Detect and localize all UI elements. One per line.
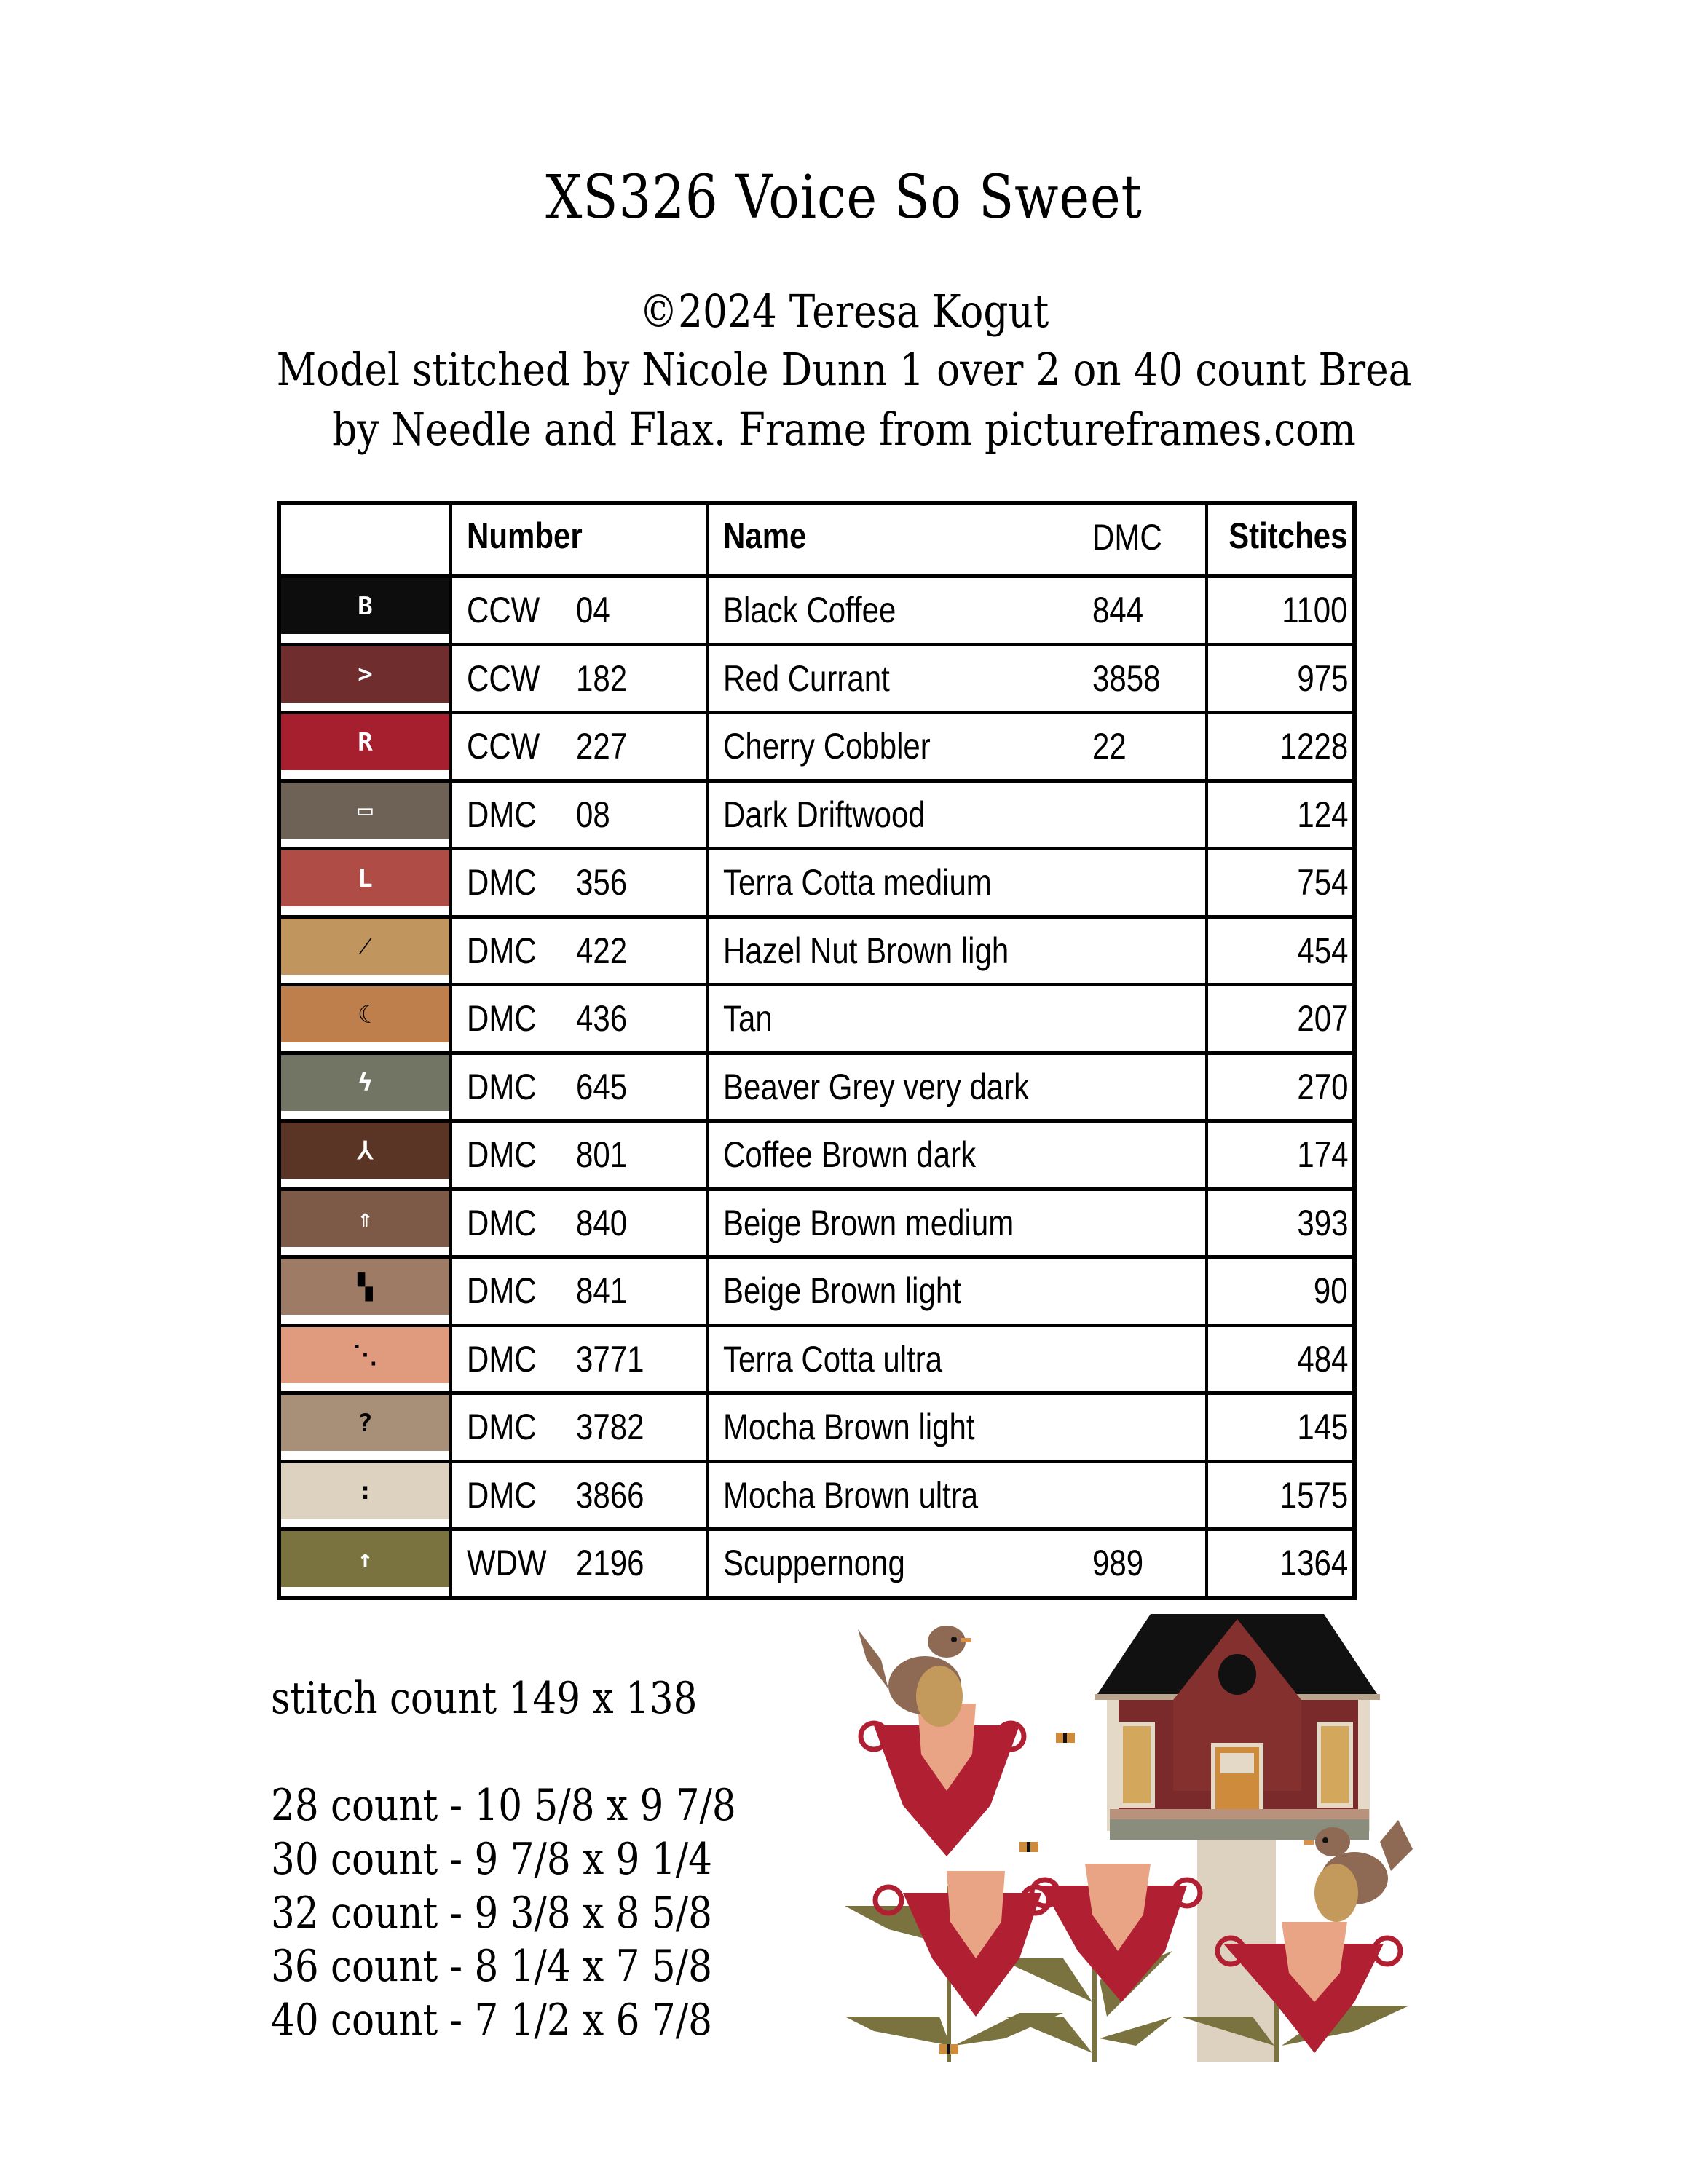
legend-row-dmc-356 — [281, 847, 1352, 915]
symbol-cell — [281, 1259, 452, 1324]
header-stitches: Stitches — [1228, 515, 1348, 556]
symbol-cell — [281, 1327, 452, 1392]
legend-row-wdw-2196 — [281, 1527, 1352, 1596]
header-name: Name — [723, 515, 807, 556]
rectangle-outline-icon: ▭ — [358, 796, 373, 825]
floss-name: Beige Brown medium — [723, 1202, 1014, 1243]
symbol-cell — [281, 783, 452, 847]
legend-header-row — [281, 505, 1352, 574]
fabric-size-36: 36 count - 8 1/4 x 7 5/8 — [271, 1941, 712, 1992]
legend-row-dmc-3782 — [281, 1391, 1352, 1460]
floss-brand: DMC — [467, 794, 537, 835]
l-block-icon: L — [358, 863, 373, 893]
floss-code: 3782 — [576, 1406, 644, 1447]
name-cell — [709, 783, 1208, 847]
symbol-cell — [281, 1463, 452, 1528]
color-swatch — [281, 1259, 449, 1315]
tree-arrow-icon: ↑ — [358, 1544, 373, 1574]
copyright-line: ©2024 Teresa Kogut — [639, 285, 1049, 338]
color-swatch — [281, 1327, 449, 1383]
number-cell — [452, 850, 709, 915]
name-cell — [709, 646, 1208, 711]
diagonal-dots-icon: ⁄ — [363, 932, 368, 961]
floss-brand: CCW — [467, 590, 540, 630]
floss-name: Black Coffee — [723, 590, 896, 630]
stitch-count: 1228 — [1279, 726, 1348, 767]
name-cell — [709, 1531, 1208, 1596]
dmc-equivalent: 844 — [1092, 590, 1144, 630]
number-cell — [452, 1259, 709, 1324]
floss-name: Cherry Cobbler — [723, 726, 931, 767]
stitch-count: 484 — [1296, 1338, 1348, 1380]
color-swatch — [281, 578, 449, 634]
name-cell — [709, 1327, 1208, 1392]
floss-name: Terra Cotta medium — [723, 862, 992, 903]
stitches-cell — [1208, 646, 1352, 711]
floss-brand: CCW — [467, 657, 540, 699]
dmc-equivalent: 989 — [1092, 1543, 1144, 1583]
floss-brand: DMC — [467, 1066, 537, 1107]
number-cell — [452, 1395, 709, 1460]
number-cell — [452, 986, 709, 1051]
floss-name: Mocha Brown light — [723, 1406, 975, 1447]
mushroom-icon: ⇑ — [358, 1204, 373, 1233]
checker-squares-icon: ▚ — [358, 1272, 373, 1302]
floss-name: Dark Driftwood — [723, 794, 926, 835]
number-cell — [452, 1327, 709, 1392]
tripod-icon: ⅄ — [358, 1136, 373, 1166]
color-swatch — [281, 1123, 449, 1179]
floss-name: Coffee Brown dark — [723, 1134, 977, 1175]
floss-name: Beige Brown light — [723, 1270, 961, 1311]
header-number: Number — [467, 515, 583, 556]
stitch-count: 1364 — [1279, 1543, 1348, 1583]
floss-code: 3866 — [576, 1474, 644, 1516]
header-name-cell — [709, 505, 1208, 574]
name-cell — [709, 1463, 1208, 1528]
stitches-cell — [1208, 783, 1352, 847]
cross-stitch-preview-image — [845, 1609, 1413, 2062]
legend-row-dmc-801 — [281, 1119, 1352, 1187]
symbol-cell — [281, 850, 452, 915]
stitches-cell — [1208, 714, 1352, 779]
stitches-cell — [1208, 578, 1352, 643]
floss-code: 436 — [576, 998, 628, 1039]
question-mark-icon: ? — [358, 1408, 373, 1438]
number-cell — [452, 1191, 709, 1256]
stitches-cell — [1208, 1191, 1352, 1256]
floss-name: Terra Cotta ultra — [723, 1338, 943, 1380]
stitch-count: 270 — [1296, 1066, 1348, 1107]
stitches-cell — [1208, 1531, 1352, 1596]
floss-code: 182 — [576, 657, 628, 699]
header-number-cell — [452, 505, 709, 574]
name-cell — [709, 578, 1208, 643]
color-swatch — [281, 646, 449, 703]
stitch-count: 754 — [1296, 862, 1348, 903]
color-swatch — [281, 850, 449, 906]
floss-legend-table — [277, 501, 1357, 1600]
legend-row-dmc-08 — [281, 779, 1352, 847]
symbol-cell — [281, 646, 452, 711]
stitches-cell — [1208, 1395, 1352, 1460]
number-cell — [452, 1123, 709, 1187]
symbol-cell — [281, 1395, 452, 1460]
symbol-cell — [281, 986, 452, 1051]
legend-row-ccw-227 — [281, 711, 1352, 779]
legend-row-dmc-645 — [281, 1051, 1352, 1120]
symbol-cell — [281, 714, 452, 779]
name-cell — [709, 850, 1208, 915]
floss-name: Hazel Nut Brown ligh — [723, 930, 1009, 971]
header-symbol-cell — [281, 505, 452, 574]
floss-brand: CCW — [467, 726, 540, 767]
floss-brand: WDW — [467, 1543, 547, 1583]
stitches-cell — [1208, 1055, 1352, 1120]
floss-brand: DMC — [467, 1474, 537, 1516]
legend-row-dmc-3771 — [281, 1324, 1352, 1392]
symbol-cell — [281, 1531, 452, 1596]
color-swatch — [281, 783, 449, 839]
stitch-count: 90 — [1314, 1270, 1348, 1311]
floss-name: Scuppernong — [723, 1543, 905, 1583]
birdhouse — [1095, 1614, 1380, 1840]
stitch-count: 1100 — [1282, 590, 1348, 630]
floss-code: 3771 — [576, 1338, 644, 1380]
number-cell — [452, 1531, 709, 1596]
pattern-title: XS326 Voice So Sweet — [545, 163, 1143, 232]
floss-code: 227 — [576, 726, 628, 767]
stitches-cell — [1208, 1259, 1352, 1324]
color-swatch — [281, 1395, 449, 1451]
number-cell — [452, 1463, 709, 1528]
color-swatch — [281, 1191, 449, 1247]
name-cell — [709, 919, 1208, 984]
number-cell — [452, 646, 709, 711]
model-credit-line-1: Model stitched by Nicole Dunn 1 over 2 on 40 count Brea — [276, 343, 1412, 396]
lightning-bolt-icon: ϟ — [358, 1068, 373, 1097]
floss-name: Red Currant — [723, 657, 890, 699]
stitch-count-text: stitch count 149 x 138 — [271, 1673, 698, 1724]
color-swatch — [281, 1055, 449, 1111]
stitch-count: 174 — [1296, 1134, 1348, 1175]
number-cell — [452, 578, 709, 643]
color-swatch — [281, 714, 449, 770]
floss-name: Mocha Brown ultra — [723, 1474, 979, 1516]
color-swatch — [281, 1531, 449, 1587]
name-cell — [709, 1055, 1208, 1120]
symbol-cell — [281, 1055, 452, 1120]
crescent-moon-icon: ☾ — [358, 1000, 373, 1029]
name-cell — [709, 1395, 1208, 1460]
floss-brand: DMC — [467, 1338, 537, 1380]
dmc-equivalent: 22 — [1092, 726, 1127, 767]
legend-row-dmc-436 — [281, 983, 1352, 1051]
floss-brand: DMC — [467, 1134, 537, 1175]
floss-code: 840 — [576, 1202, 628, 1243]
stitches-cell — [1208, 850, 1352, 915]
name-cell — [709, 1123, 1208, 1187]
number-cell — [452, 714, 709, 779]
header-dmc: DMC — [1092, 517, 1162, 558]
stitch-count: 124 — [1296, 794, 1348, 835]
floss-brand: DMC — [467, 1406, 537, 1447]
stitch-count: 454 — [1296, 930, 1348, 971]
color-swatch — [281, 1463, 449, 1519]
header-stitches-cell — [1208, 505, 1352, 574]
floss-code: 04 — [576, 590, 610, 630]
colon-dots-icon: : — [358, 1476, 373, 1506]
floss-code: 645 — [576, 1066, 628, 1107]
symbol-cell — [281, 919, 452, 984]
stitch-count: 975 — [1296, 657, 1348, 699]
floss-code: 841 — [576, 1270, 628, 1311]
legend-row-dmc-840 — [281, 1187, 1352, 1256]
stitches-cell — [1208, 1327, 1352, 1392]
stitch-count: 393 — [1296, 1202, 1348, 1243]
legend-row-ccw-04 — [281, 574, 1352, 643]
color-swatch — [281, 986, 449, 1042]
name-cell — [709, 986, 1208, 1051]
floss-brand: DMC — [467, 930, 537, 971]
floss-name: Tan — [723, 998, 773, 1039]
letter-b-icon: B — [358, 591, 373, 621]
floss-brand: DMC — [467, 1270, 537, 1311]
color-swatch — [281, 919, 449, 975]
greater-than-icon: > — [358, 660, 373, 689]
stitches-cell — [1208, 986, 1352, 1051]
symbol-cell — [281, 1123, 452, 1187]
fabric-size-40: 40 count - 7 1/2 x 6 7/8 — [271, 1995, 712, 2046]
fabric-size-30: 30 count - 9 7/8 x 9 1/4 — [271, 1834, 712, 1885]
stitch-count: 145 — [1296, 1406, 1348, 1447]
fabric-size-28: 28 count - 10 5/8 x 9 7/8 — [271, 1780, 736, 1831]
name-cell — [709, 1191, 1208, 1256]
legend-row-ccw-182 — [281, 643, 1352, 711]
legend-row-dmc-841 — [281, 1255, 1352, 1324]
symbol-cell — [281, 1191, 452, 1256]
floss-code: 356 — [576, 862, 628, 903]
symbol-cell — [281, 578, 452, 643]
floss-brand: DMC — [467, 862, 537, 903]
floss-brand: DMC — [467, 1202, 537, 1243]
stitches-cell — [1208, 1463, 1352, 1528]
floss-code: 2196 — [576, 1543, 644, 1583]
letter-r-icon: R — [358, 727, 373, 757]
wren-bird-left — [858, 1626, 971, 1727]
name-cell — [709, 714, 1208, 779]
number-cell — [452, 783, 709, 847]
floss-code: 08 — [576, 794, 610, 835]
dmc-equivalent: 3858 — [1092, 657, 1161, 699]
stitch-count: 1575 — [1279, 1474, 1348, 1516]
number-cell — [452, 1055, 709, 1120]
legend-row-dmc-422 — [281, 915, 1352, 984]
stitches-cell — [1208, 1123, 1352, 1187]
stitches-cell — [1208, 919, 1352, 984]
fabric-size-32: 32 count - 9 3/8 x 8 5/8 — [271, 1888, 712, 1939]
floss-name: Beaver Grey very dark — [723, 1066, 1030, 1107]
stitch-count: 207 — [1296, 998, 1348, 1039]
number-cell — [452, 919, 709, 984]
model-credit-line-2: by Needle and Flax. Frame from pictureframes.com — [332, 403, 1356, 456]
legend-row-dmc-3866 — [281, 1460, 1352, 1528]
diagonal-dots-down-icon: ⋱ — [352, 1340, 378, 1369]
name-cell — [709, 1259, 1208, 1324]
floss-brand: DMC — [467, 998, 537, 1039]
floss-code: 801 — [576, 1134, 628, 1175]
floss-code: 422 — [576, 930, 628, 971]
